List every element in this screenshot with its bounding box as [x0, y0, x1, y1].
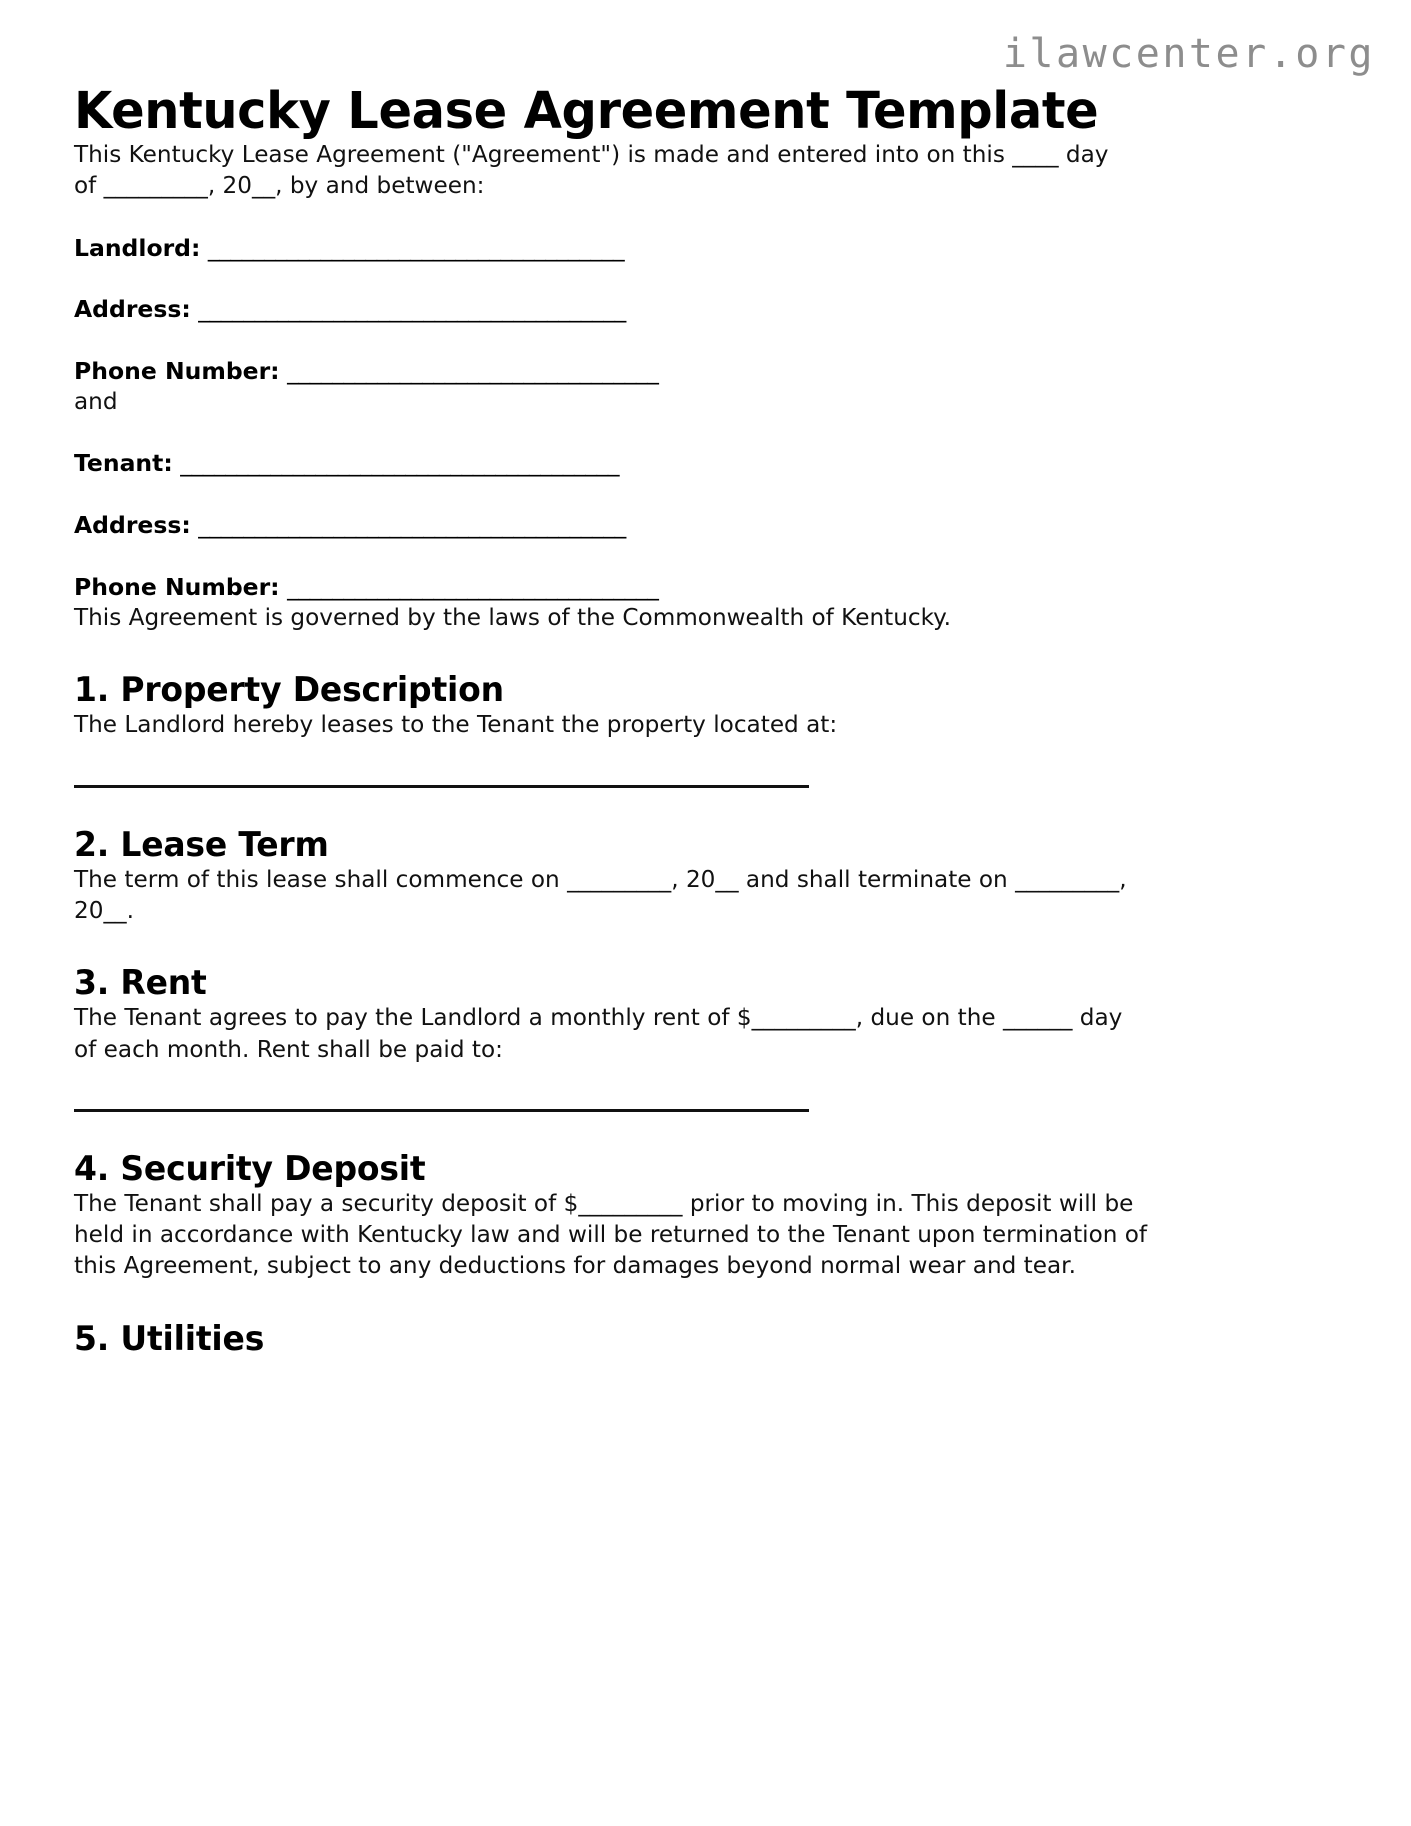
section-body-2: The term of this lease shall commence on _________, 20__ and shall terminate on _________, 20__.: [74, 864, 1127, 925]
landlord-address-row: [74, 294, 1337, 325]
tenant-address-blank[interactable]: ______________________________________: [198, 511, 626, 540]
landlord-phone-label: Phone Number:: [74, 356, 280, 385]
landlord-name-row: [74, 233, 1337, 264]
landlord-address-label: Address:: [74, 295, 191, 324]
tenant-address-label: Address:: [74, 511, 191, 540]
section-body-3: The Tenant agrees to pay the Landlord a monthly rent of $_________, due on the ______ day of each month. Rent shall be paid to:: [74, 1003, 1123, 1063]
section-heading-4: 4. Security Deposit: [74, 1148, 426, 1189]
intro-paragraph: This Kentucky Lease Agreement ("Agreement") is made and entered into on this ____ day of _________, 20__, by and between:: [74, 140, 1109, 200]
section-heading-1: 1. Property Description: [74, 670, 504, 711]
section-body-4: The Tenant shall pay a security deposit of $_________ prior to moving in. This deposit will be held in accordance with Kentucky law and will be returned to the Tenant upon termination of this Agreement, subject to any deductions for damages beyond normal wear and tear.: [74, 1188, 1148, 1280]
landlord-name-blank[interactable]: _____________________________________: [207, 233, 625, 262]
tenant-phone-label: Phone Number:: [74, 572, 280, 601]
tenant-phone-row: [74, 572, 1337, 603]
tenant-address-row: [74, 510, 1337, 541]
and-connector: and: [74, 387, 118, 416]
section-heading-3: 3. Rent: [74, 963, 207, 1004]
landlord-address-blank[interactable]: ______________________________________: [198, 295, 626, 324]
governing-law-paragraph: This Agreement is governed by the laws of the Commonwealth of Kentucky.: [74, 603, 951, 632]
tenant-name-blank[interactable]: _______________________________________: [180, 449, 620, 478]
tenant-name-row: [74, 448, 1337, 479]
landlord-phone-blank[interactable]: _________________________________: [287, 356, 659, 385]
tenant-phone-blank[interactable]: _________________________________: [287, 572, 659, 601]
tenant-name-label: Tenant:: [74, 449, 173, 478]
section-heading-2: 2. Lease Term: [74, 824, 329, 865]
site-watermark: ilawcenter.org: [1002, 31, 1375, 77]
page-title: Kentucky Lease Agreement Template: [74, 82, 1099, 141]
section-body-1: The Landlord hereby leases to the Tenant the property located at:: [74, 710, 838, 739]
landlord-phone-row: [74, 356, 1337, 387]
landlord-name-label: Landlord:: [74, 233, 201, 262]
section-heading-5: 5. Utilities: [74, 1318, 265, 1359]
